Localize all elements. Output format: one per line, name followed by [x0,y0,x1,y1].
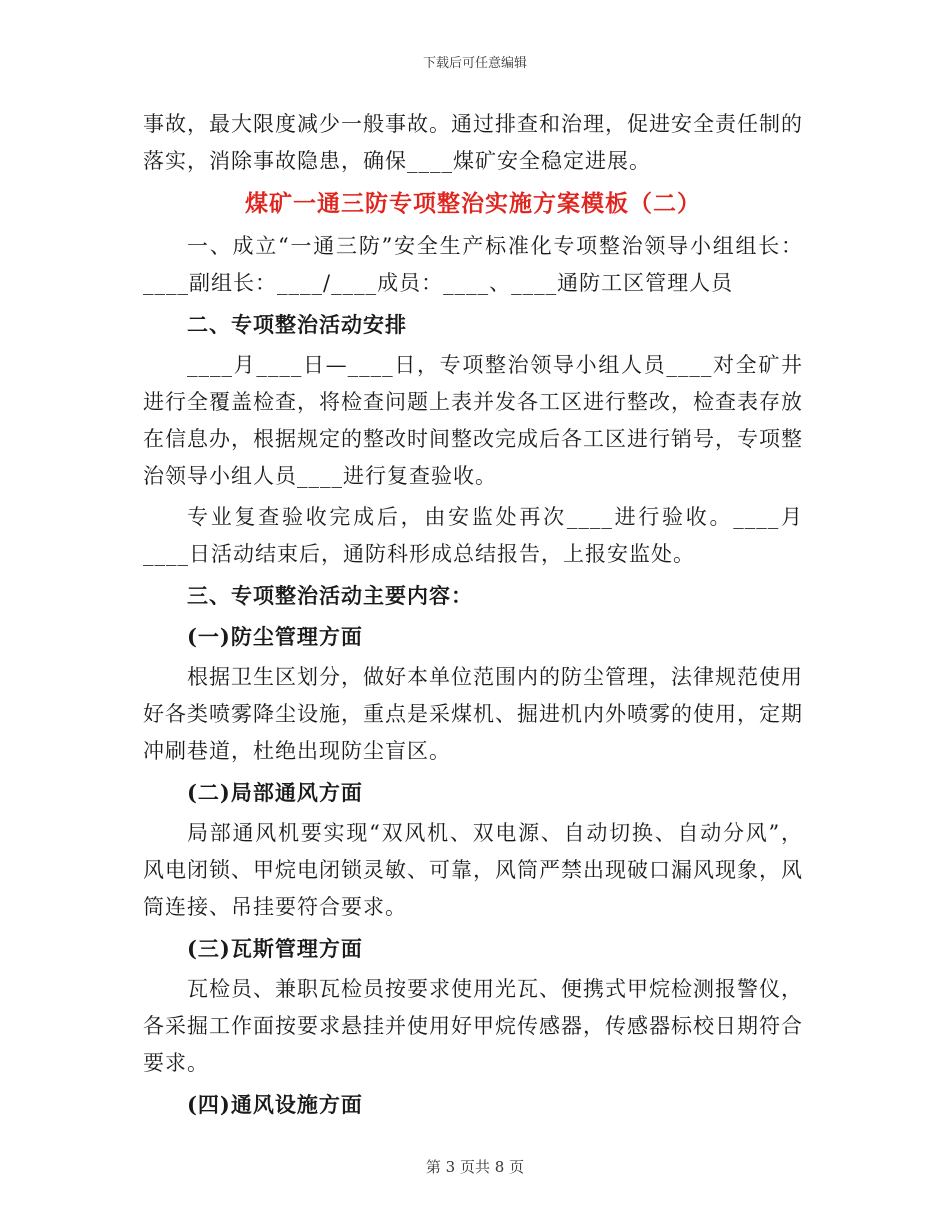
subsection-4-heading: (四)通风设施方面 [187,1092,363,1117]
section-2-paragraph-1: ____月____日—____日，专项整治领导小组人员____对全矿井进行全覆盖检查，将检查问题上表并发各工区进行整改，检查表存放在信息办，根据规定的整改时间整改完成后各工区进行销号，专项整治领导小组人员____进行复查验收。 [143,353,803,488]
subsection-2-heading: (二)局部通风方面 [187,780,363,805]
subsection-2-paragraph: 局部通风机要实现“双风机、双电源、自动切换、自动分风”，风电闭锁、甲烷电闭锁灵敏、可靠，风筒严禁出现破口漏风现象，风筒连接、吊挂要符合要求。 [143,821,803,919]
page-footer: 第 3 页共 8 页 [425,1158,525,1176]
subsection-1-heading: (一)防尘管理方面 [187,624,363,649]
continuation-paragraph: 事故，最大限度减少一般事故。通过排查和治理，促进安全责任制的落实，消除事故隐患，确保____煤矿安全稳定进展。 [143,112,803,173]
subsection-3-heading: (三)瓦斯管理方面 [187,936,363,961]
section-3-heading: 三、专项整治活动主要内容： [187,583,473,608]
subsection-3-paragraph: 瓦检员、兼职瓦检员按要求使用光瓦、便携式甲烷检测报警仪，各采掘工作面按要求悬挂并使用好甲烷传感器，传感器标校日期符合要求。 [143,977,803,1075]
section-2-heading: 二、专项整治活动安排 [187,312,407,337]
document-title: 煤矿一通三防专项整治实施方案模板（二） [245,190,701,217]
document-body [143,106,803,1123]
section-2-paragraph-2: 专业复查验收完成后，由安监处再次____进行验收。____月____日活动结束后，通防科形成总结报告，上报安监处。 [143,505,803,566]
page-header: 下载后可任意编辑 [422,56,527,71]
subsection-1-paragraph: 根据卫生区划分，做好本单位范围内的防尘管理，法律规范使用好各类喷雾降尘设施，重点是采煤机、掘进机内外喷雾的使用，定期冲刷巷道，杜绝出现防尘盲区。 [143,665,803,763]
section-1-paragraph: 一、成立“一通三防”安全生产标准化专项整治领导小组组长：____副组长：____/____成员：____、____通防工区管理人员 [143,234,803,295]
